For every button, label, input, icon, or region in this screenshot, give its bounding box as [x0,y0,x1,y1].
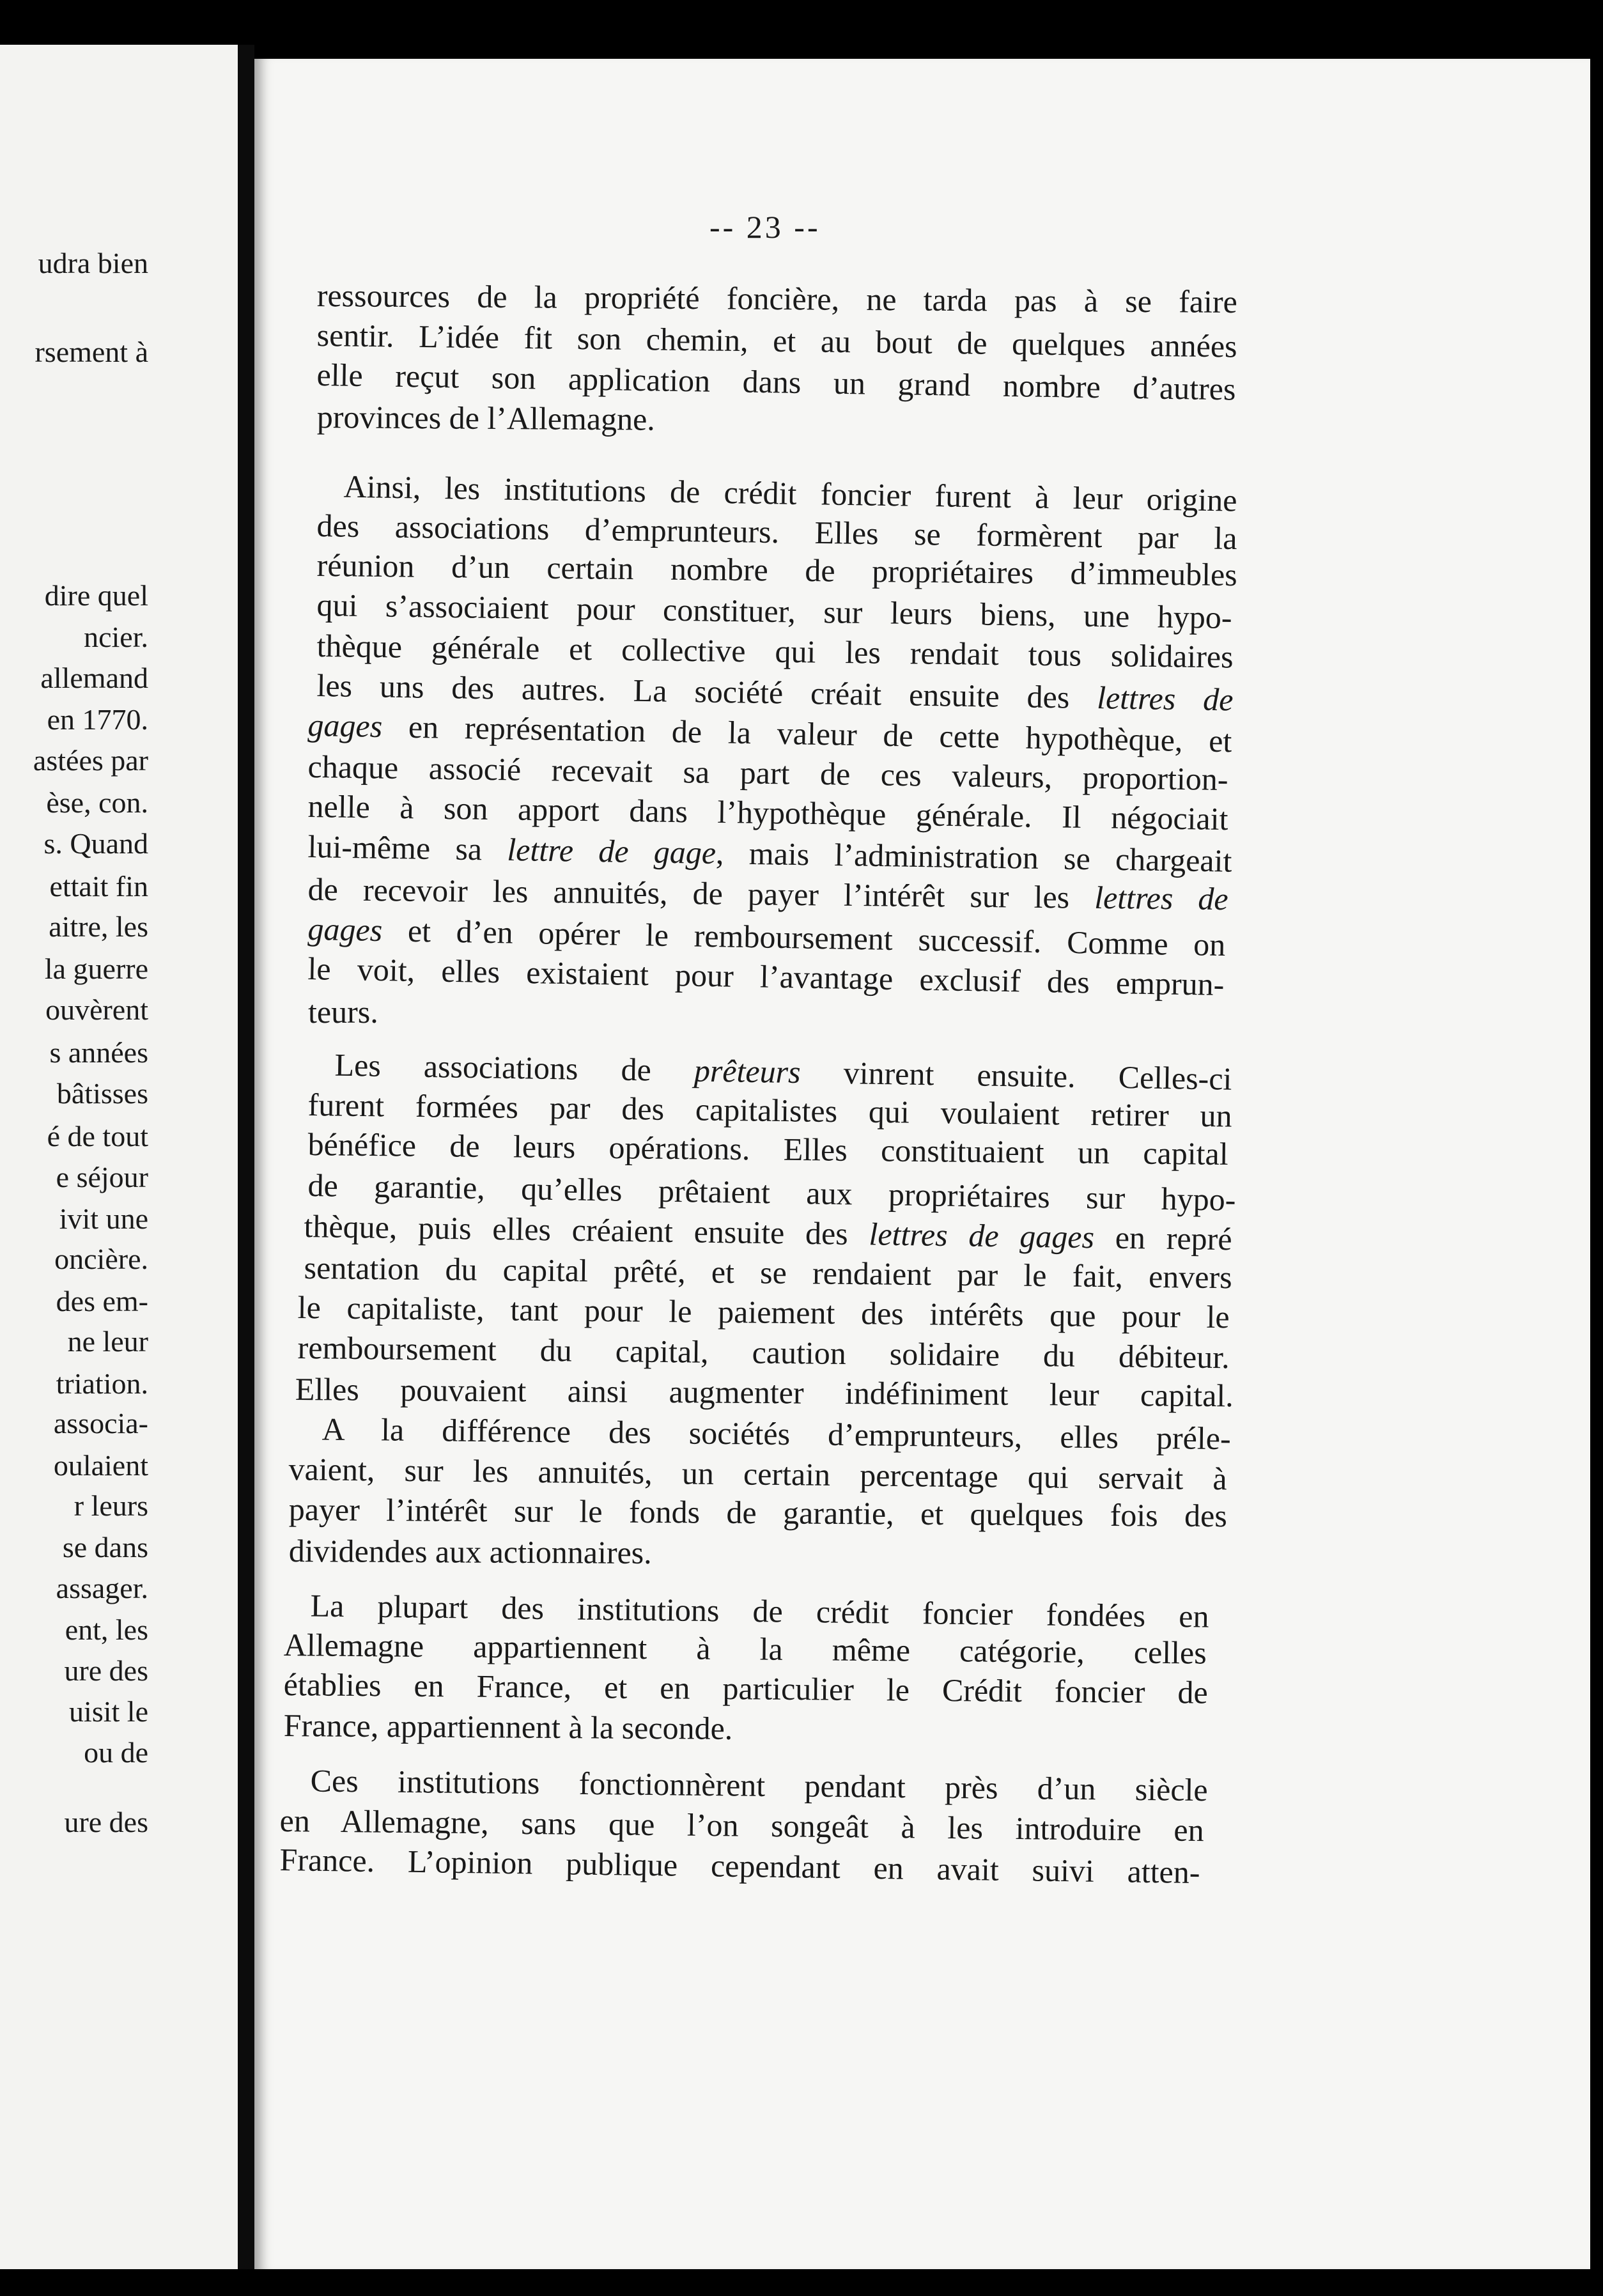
left-page-fragment: rsement à [35,336,148,368]
left-page-fragment: udra bien [38,247,148,279]
text-line: furent formées par des capitalistes qui voulaient retirer un [307,1087,1232,1134]
text-segment: lui-même sa [307,828,507,867]
left-page-fragment: associa- [53,1407,148,1439]
text-line: thèque générale et collective qui les rendait tous solidaires [316,628,1234,675]
text-line: ressources de la propriété foncière, ne tarda pas à se faire [316,277,1237,320]
text-line: qui s’associaient pour constituer, sur leurs biens, une hypo- [316,587,1232,635]
text-line: Ces institutions fonctionnèrent pendant près d’un siècle [310,1762,1208,1808]
text-line: en Allemagne, sans que l’on songeât à les introduire en [279,1803,1204,1849]
text-line: vaient, sur les annuités, un certain percentage qui servait à [288,1451,1227,1497]
left-page-fragment: ou de [84,1736,148,1769]
italic-segment: lettres de gages [869,1216,1095,1255]
left-page-fragment: aitre, les [49,910,148,943]
text-line: La plupart des institutions de crédit foncier fondées en [310,1587,1209,1634]
text-line: teurs. [308,994,378,1030]
text-line: le capitaliste, tant pour le paiement des intérêts que pour le [297,1289,1230,1335]
left-page-fragment: ent, les [65,1613,148,1646]
book-gutter [238,45,254,2269]
text-line: dividendes aux actionnaires. [288,1533,652,1571]
text-line: nelle à son apport dans l’hypothèque générale. Il négociait [307,788,1228,837]
text-line: chaque associé recevait sa part de ces valeurs, proportion- [307,749,1228,798]
text-segment: et d’en opérer le remboursement successif. Comme on [382,912,1226,963]
text-segment: thèque, puis elles créaient ensuite des [304,1208,869,1252]
left-page-fragment: ivit une [59,1202,148,1235]
left-page-fragment: triation. [56,1367,148,1400]
left-page-fragment: astées par [33,744,148,777]
text-line: des associations d’emprunteurs. Elles se formèrent par la [316,508,1237,557]
text-segment: les uns des autres. La société créait ensuite des [316,667,1097,716]
italic-segment: lettres de [1096,679,1234,718]
text-segment: Les associations de [334,1046,695,1089]
text-line: bénéfice de leurs opérations. Elles constituaient un capital [307,1126,1228,1172]
italic-segment: prêteurs [693,1052,802,1090]
left-page-fragment: des em- [56,1285,148,1317]
text-line: de garantie, qu’elles prêtaient aux propriétaires sur hypo- [307,1167,1236,1218]
text-line: remboursement du capital, caution solidaire du débiteur. [297,1330,1230,1376]
left-page-fragment: en 1770. [47,703,148,736]
text-line: réunion d’un certain nombre de propriétaires d’immeubles [316,547,1237,593]
text-segment: de recevoir les annuités, de payer l’intérêt sur les [307,871,1095,915]
text-segment: en repré [1094,1219,1232,1257]
left-page-fragment: dire quel [44,579,148,612]
text-line: France, appartiennent à la seconde. [283,1707,733,1746]
text-line: Allemagne appartiennent à la même catégorie, celles [283,1627,1207,1671]
page-number: -- 23 -- [709,209,821,245]
left-page-fragment: s. Quand [43,827,148,860]
text-line: Elles pouvaient ainsi augmenter indéfiniment leur capital. [295,1371,1234,1414]
left-page-fragment: é de tout [47,1120,148,1152]
left-facing-page [0,45,238,2269]
text-segment: en représentation de la valeur de cette hypothèque, et [382,708,1232,759]
text-line: provinces de l’Allemagne. [316,399,655,437]
left-page-fragment: uisit le [69,1695,148,1728]
italic-segment: gages [307,707,383,745]
left-page-fragment: e séjour [56,1161,148,1193]
italic-segment: gages [307,911,383,949]
text-line: établies en France, et en particulier le Crédit foncier de [283,1666,1208,1710]
text-line: sentir. L’idée fit son chemin, et au bout de quelques années [316,317,1237,364]
text-line: elle reçut son application dans un grand nombre d’autres [316,357,1236,407]
left-page-fragment: ouvèrent [45,993,148,1026]
text-line: sentation du capital prêté, et se rendaient par le fait, envers [304,1250,1232,1296]
left-page-fragment: ettait fin [49,870,148,903]
italic-segment: lettres de [1094,879,1228,917]
text-line: le voit, elles existaient pour l’avantage exclusif des emprun- [307,950,1225,1003]
left-page-fragment: r leurs [74,1489,148,1522]
italic-segment: lettre de gage [506,831,716,871]
left-page-fragment: èse, con. [46,786,148,819]
left-page-fragment: assager. [56,1572,148,1604]
left-page-fragment: se dans [62,1531,148,1563]
left-page-fragment: ure des [64,1806,148,1838]
left-page-fragment: s années [49,1036,148,1069]
text-line: payer l’intérêt sur le fonds de garantie, et quelques fois des [288,1491,1227,1534]
left-page-fragment: la guerre [44,952,148,985]
left-page-fragment: ncier. [84,621,148,653]
left-page-fragment: bâtisses [56,1077,148,1110]
text-line: France. L’opinion publique cependant en avait suivi atten- [279,1842,1200,1891]
left-page-fragment: ne leur [67,1325,148,1358]
left-page-fragment: oncière. [54,1243,148,1275]
text-segment: , mais l’administration se chargeait [715,835,1232,879]
text-line: Ainsi, les institutions de crédit foncier furent à leur origine [343,468,1237,518]
text-segment: vinrent ensuite. Celles-ci [800,1054,1232,1097]
left-page-fragment: allemand [40,662,148,694]
left-page-fragment: ure des [64,1654,148,1687]
left-page-fragment: oulaient [53,1449,148,1482]
text-line: A la différence des sociétés d’emprunteurs, elles préle- [321,1411,1231,1457]
